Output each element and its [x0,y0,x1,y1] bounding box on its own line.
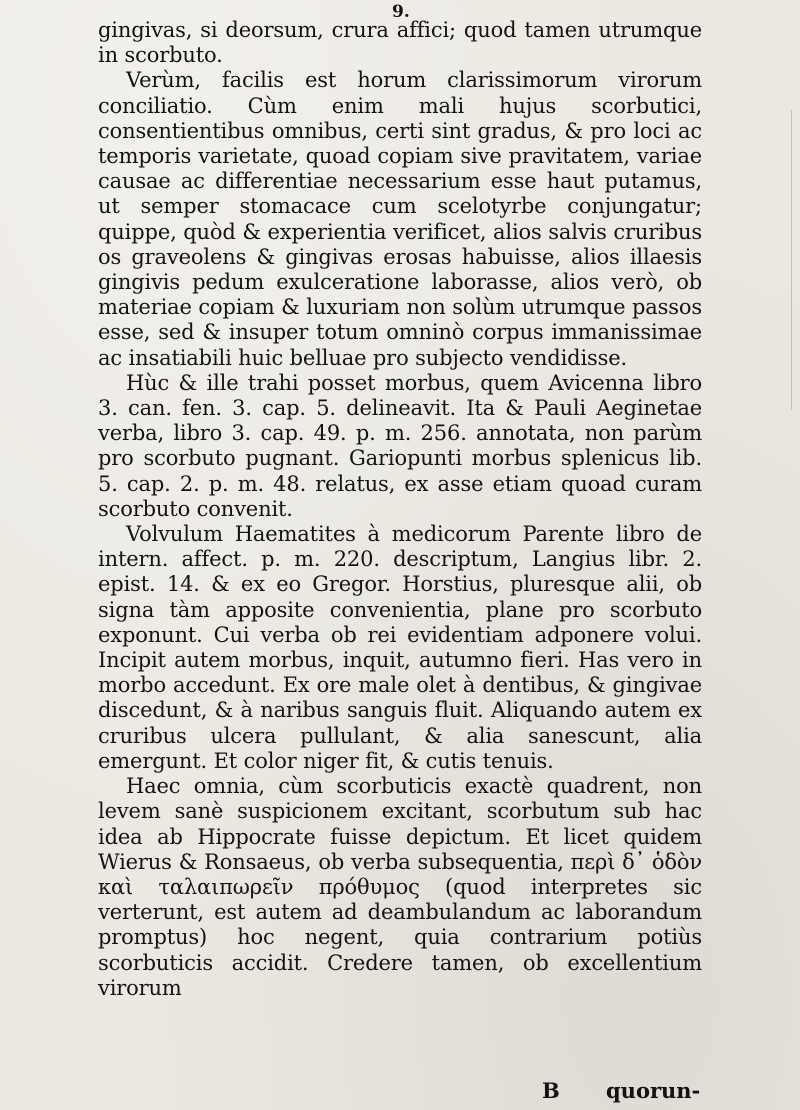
page-number: 9. [392,2,410,22]
paragraph-5: Haec omnia, cùm scorbuticis exactè quadrent, non levem sanè suspicionem excitant, scorbutum sub hac idea ab Hippocrate fuisse depictum. Et licet quidem Wierus & Ronsaeus, ob verba subsequentia, περὶ δ᾽ ὁδὸν καὶ ταλαιπωρεῖν πρόθυμος (quod interpretes sic verterunt, est autem ad deambulandum ac laborandum promptus) hoc negent, quia contrarium potiùs scorbuticis accidit. Credere tamen, ob excellentium virorum [98,774,702,1000]
page-edge-mark [747,110,792,410]
signature-mark: B [542,1078,560,1103]
body-text [98,18,702,1001]
paragraph-1: gingivas, si deorsum, crura affici; quod tamen utrumque in scorbuto. [98,18,702,68]
catchword: quorun- [606,1078,701,1103]
paragraph-4: Volvulum Haematites à medicorum Parente libro de intern. affect. p. m. 220. descriptum, Langius libr. 2. epist. 14. & ex eo Gregor. Horstius, pluresque alii, ob signa tàm apposite convenientia, plane pro scorbuto exponunt. Cui verba ob rei evidentiam adponere volui. Incipit autem morbus, inquit, autumno fieri. Has vero in morbo accedunt. Ex ore male olet à dentibus, & gingivae discedunt, & à naribus sanguis fluit. Aliquando autem ex cruribus ulcera pullulant, & alia sanescunt, alia emergunt. Et color niger fit, & cutis tenuis. [98,522,702,773]
paragraph-2: Verùm, facilis est horum clarissimorum virorum conciliatio. Cùm enim mali hujus scorbutici, consentientibus omnibus, certi sint gradus, & pro loci ac temporis varietate, quoad copiam sive pravitatem, variae causae ac differentiae necessarium esse haut putamus, ut semper stomacace cum scelotyrbe conjungatur; quippe, quòd & experientia verificet, alios salvis cruribus os graveolens & gingivas erosas habuisse, alios illaesis gingivis pedum exulceratione laborasse, alios verò, ob materiae copiam & luxuriam non solùm utrumque passos esse, sed & insuper totum omninò corpus immanissimae ac insatiabili huic belluae pro subjecto vendidisse. [98,68,702,370]
paragraph-3: Hùc & ille trahi posset morbus, quem Avicenna libro 3. can. fen. 3. cap. 5. delineavit. Ita & Pauli Aeginetae verba, libro 3. cap. 49. p. m. 256. annotata, non parùm pro scorbuto pugnant. Gariopunti morbus splenicus lib. 5. cap. 2. p. m. 48. relatus, ex asse etiam quoad curam scorbuto convenit. [98,370,702,521]
